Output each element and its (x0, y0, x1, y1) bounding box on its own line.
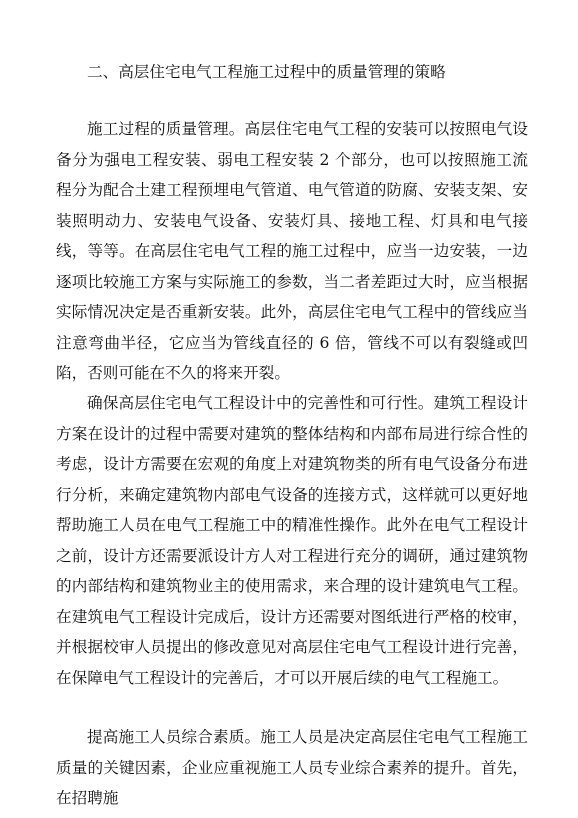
paragraph-construction-quality: 施工过程的质量管理。高层住宅电气工程的安装可以按照电气设备分为强电工程安装、弱电工程安装 2 个部分，也可以按照施工流程分为配合土建工程预埋电气管道、电气管道的防腐、安装支架、安装照明动力、安装电气设备、安装灯具、接地工程、灯具和电气接线，等等。在高层住宅电气工程的施工过程中，应当一边安装，一边逐项比较施工方案与实际施工的参数，当二者差距过大时，应当根据实际情况决定是否重新安装。此外，高层住宅电气工程中的管线应当注意弯曲半径，它应当为管线直径的 6 倍，管线不可以有裂缝或凹陷，否则可能在不久的将来开裂。 (56, 120, 528, 382)
paragraph-design-feasibility: 确保高层住宅电气工程设计中的完善性和可行性。建筑工程设计方案在设计的过程中需要对建筑的整体结构和内部布局进行综合性的考虑，设计方需要在宏观的角度上对建筑物类的所有电气设备分布进行分析，来确定建筑物内部电气设备的连接方式，这样就可以更好地帮助施工人员在电气工程施工中的精准性操作。此外在电气工程设计之前，设计方还需要派设计方人对工程进行充分的调研，通过建筑物的内部结构和建筑物业主的使用需求，来合理的设计建筑电气工程。在建筑电气工程设计完成后，设计方还需要对图纸进行严格的校审，并根据校审人员提出的修改意见对高层住宅电气工程设计进行完善，在保障电气工程设计的完善后，才可以开展后续的电气工程施工。 (56, 394, 528, 687)
section-heading: 二、高层住宅电气工程施工过程中的质量管理的策略 (87, 63, 446, 81)
paragraph-worker-quality: 提高施工人员综合素质。施工人员是决定高层住宅电气工程施工质量的关键因素，企业应重视施工人员专业综合素养的提升。首先，在招聘施 (56, 728, 528, 807)
